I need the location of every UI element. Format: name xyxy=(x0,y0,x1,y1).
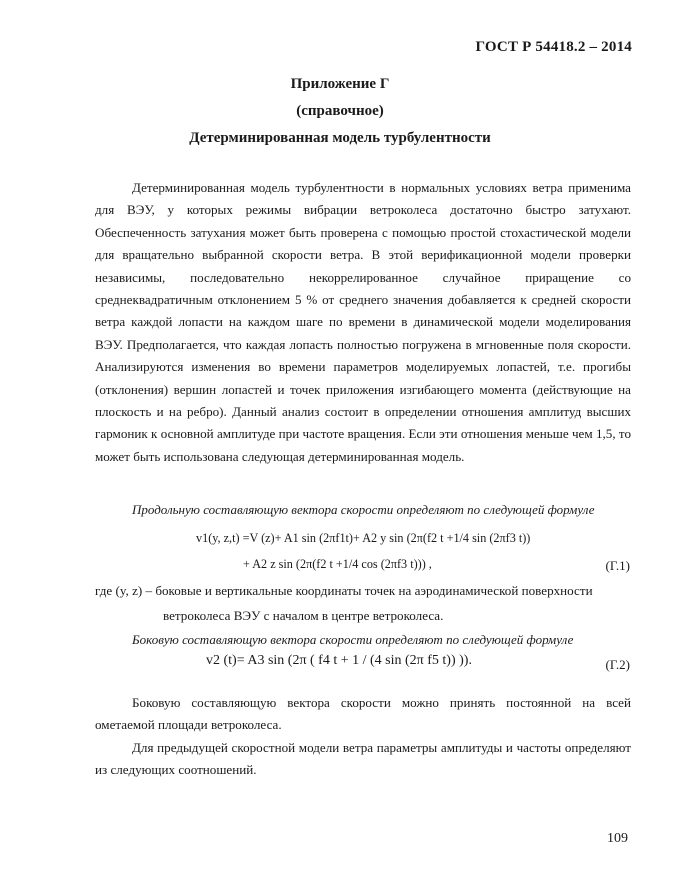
where-clause: где (y, z) – боковые и вертикальные координаты точек на аэродинамической поверхности xyxy=(95,583,593,598)
paragraph-intro: Детерминированная модель турбулентности в нормальных условиях ветра применима для ВЭУ, у которых режимы вибрации ветроколеса достаточно быстро затухают. Обеспеченность затухания может быть проверена с помощью простой стохастической модели для вращательно выбранной скорости ветра. В этой верификационной модели проверки независимы, последовательно некоррелированное случайное приращение со среднеквадратичным отклонением 5 % от среднего значения добавляется к средней скорости ветра каждой лопасти на каждом шаге по времени в динамической модели моделирования ВЭУ. Предполагается, что каждая лопасть полностью погружена в мгновенные поля скорости. Анализируются изменения во времени параметров моделируемых лопастей, т.е. прогибы (отклонения) вершин лопастей и точек приложения изгибающего момента (действующие на плоскость и на ребро). Данный анализ состоит в определении отношения амплитуд высших гармоник к основной амплитуде при частоте вращения. Если эти отношения меньше чем 1,5, то может быть использована следующая детерминированная модель. xyxy=(95,180,631,464)
appendix-type: (справочное) xyxy=(296,103,384,119)
page-number: 109 xyxy=(607,831,628,846)
equation-number-1: (Г.1) xyxy=(605,558,630,573)
formula1-line2: + A2 z sin (2π(f2 t +1/4 cos (2πf3 t))) , xyxy=(243,557,432,571)
formula2-intro: Боковую составляющую вектора скорости определяют по следующей формуле xyxy=(132,632,574,647)
equation-number-2: (Г.2) xyxy=(605,657,630,672)
formula1-intro: Продольную составляющую вектора скорости определяют по следующей формуле xyxy=(132,502,595,517)
paragraph-parameters: Для предыдущей скоростной модели ветра параметры амплитуды и частоты определяют из следующих соотношений. xyxy=(95,740,631,778)
standard-code: ГОСТ Р 54418.2 – 2014 xyxy=(475,39,632,55)
where-clause-continued: ветроколеса ВЭУ с началом в центре ветроколеса. xyxy=(163,608,444,623)
appendix-title: Приложение Г xyxy=(290,76,390,92)
formula1-line1: v1(y, z,t) =V (z)+ A1 sin (2πf1t)+ A2 y sin (2π(f2 t +1/4 sin (2πf3 t)) xyxy=(196,531,531,545)
appendix-name: Детерминированная модель турбулентности xyxy=(189,130,491,146)
formula2: v2 (t)= A3 sin (2π ( f4 t + 1 / (4 sin (2π f5 t)) )). xyxy=(206,653,472,668)
paragraph-lateral-component: Боковую составляющую вектора скорости можно принять постоянной на всей ометаемой площади ветроколеса. xyxy=(95,695,631,733)
